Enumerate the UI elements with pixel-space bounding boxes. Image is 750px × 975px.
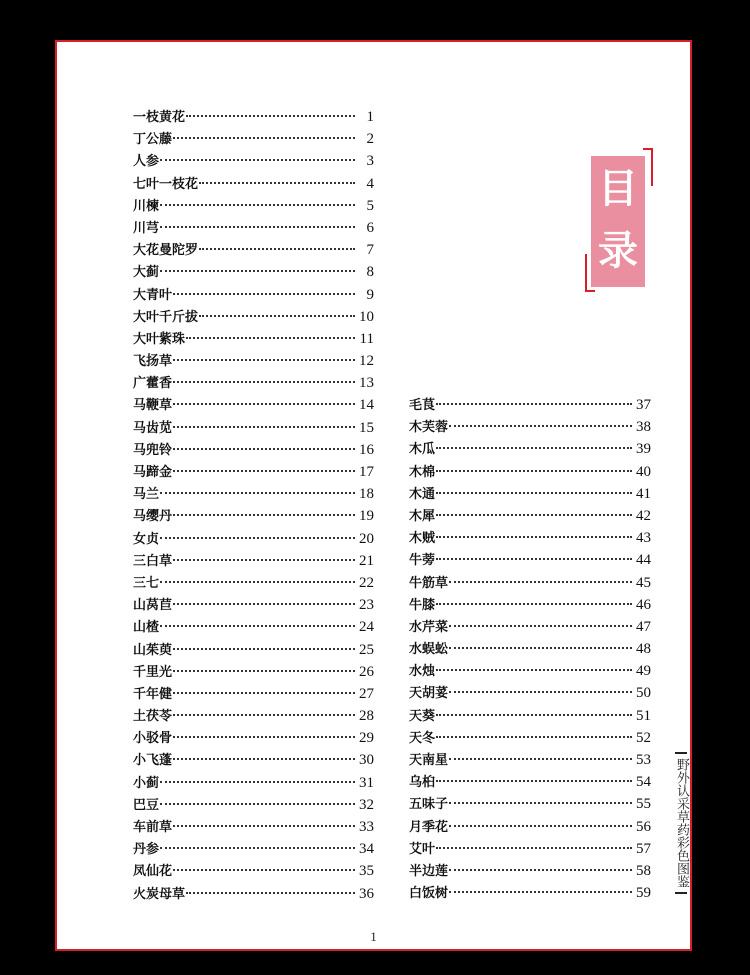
toc-leader-dots [173,293,355,295]
toc-leader-dots [173,137,355,139]
toc-leader-dots [449,647,632,649]
toc-entry-page: 1 [366,109,374,125]
toc-entry [133,217,374,239]
toc-entry-name: 女贞 [133,531,160,547]
toc-entry-page: 34 [359,841,374,858]
toc-leader-dots [436,603,632,605]
toc-entry-name: 水烛 [409,664,436,680]
toc-entry-name: 天葵 [409,708,436,724]
toc-entry-page: 26 [359,663,374,680]
toc-leader-dots [173,403,355,405]
toc-entry [133,461,374,483]
page-number: 1 [370,929,377,944]
toc-entry-page: 14 [359,397,374,414]
toc-entry-name: 小蓟 [133,775,160,791]
toc-entry [133,572,374,594]
title-char-1: 目 [598,165,638,212]
toc-entry-name: 三七 [133,575,160,591]
toc-entry-page: 20 [359,530,374,547]
toc-entry [409,682,651,704]
toc-entry [133,350,374,372]
toc-entry-name: 丹参 [133,842,160,858]
toc-entry-name: 木贼 [409,531,436,547]
toc-leader-dots [186,115,355,117]
toc-entry [133,195,374,217]
toc-entry-name: 木瓜 [409,442,436,458]
toc-entry-name: 乌桕 [409,775,436,791]
toc-entry-name: 大叶紫珠 [133,331,186,347]
toc-leader-dots [449,425,632,427]
toc-entry [409,860,651,882]
toc-leader-dots [436,780,632,782]
toc-leader-dots [173,603,355,605]
toc-entry-name: 七叶一枝花 [133,176,199,192]
toc-entry-name: 艾叶 [409,841,436,857]
toc-entry-page: 19 [359,508,374,525]
toc-entry [409,882,651,904]
toc-entry [133,173,374,195]
toc-entry [133,860,374,882]
toc-leader-dots [160,847,355,849]
toc-leader-dots [436,470,632,472]
toc-entry [133,128,374,150]
toc-entry [133,772,374,794]
toc-leader-dots [160,803,355,805]
toc-leader-dots [160,159,355,161]
toc-leader-dots [173,448,355,450]
toc-column-left [133,106,374,905]
toc-entry-page: 51 [636,707,651,724]
toc-leader-dots [173,758,355,760]
toc-entry-page: 40 [636,463,651,480]
toc-entry-page: 42 [636,507,651,524]
toc-entry-name: 水芹菜 [409,619,449,635]
toc-column-right [409,394,651,904]
toc-entry [133,550,374,572]
side-title-rule-top [675,752,687,754]
side-title-rule-bottom [675,892,687,894]
toc-entry-name: 天冬 [409,730,436,746]
toc-entry-name: 巴豆 [133,797,160,813]
toc-entry-page: 12 [359,353,374,370]
toc-entry [133,838,374,860]
toc-leader-dots [436,536,632,538]
toc-entry [409,594,651,616]
toc-entry-page: 16 [359,441,374,458]
toc-entry [133,306,374,328]
toc-entry-page: 27 [359,685,374,702]
toc-entry-name: 木通 [409,486,436,502]
toc-leader-dots [173,648,355,650]
toc-entry-page: 29 [359,730,374,747]
toc-entry-name: 大叶千斤拔 [133,309,199,325]
title-corner-bottom-left [585,254,595,292]
toc-entry-page: 41 [636,485,651,502]
toc-entry [133,505,374,527]
toc-entry [133,705,374,727]
toc-entry-name: 川芎 [133,220,160,236]
toc-leader-dots [160,204,355,206]
toc-entry-name: 毛茛 [409,398,436,413]
toc-entry-name: 天胡荽 [409,686,449,702]
toc-entry [133,483,374,505]
toc-leader-dots [449,891,632,893]
toc-entry-page: 32 [359,796,374,813]
toc-entry-name: 大花曼陀罗 [133,243,199,259]
toc-entry [409,705,651,727]
toc-leader-dots [160,492,355,494]
toc-entry-page: 11 [359,330,374,347]
toc-entry [409,749,651,771]
toc-entry [133,394,374,416]
title-char-2: 录 [598,227,638,274]
toc-entry-page: 33 [359,819,374,835]
toc-entry-page: 35 [359,863,374,880]
toc-entry-name: 丁公藤 [133,132,173,148]
toc-leader-dots [449,758,632,760]
toc-entry-name: 小飞蓬 [133,753,173,769]
side-title-text: 野外认采草药彩色图鉴 [674,758,689,888]
toc-leader-dots [449,691,632,693]
toc-entry [409,438,651,460]
toc-entry-name: 牛膝 [409,597,436,613]
toc-entry-page: 7 [366,242,374,259]
toc-leader-dots [173,381,355,383]
toc-entry-name: 飞扬草 [133,354,173,370]
toc-entry [133,106,374,128]
toc-entry [409,660,651,682]
toc-entry [133,528,374,550]
toc-entry-page: 54 [636,774,651,791]
toc-entry-name: 人参 [133,154,160,170]
toc-entry-page: 21 [359,552,374,569]
toc-leader-dots [436,669,632,671]
toc-entry-name: 水蜈蚣 [409,642,449,658]
toc-leader-dots [160,625,355,627]
toc-leader-dots [173,692,355,694]
toc-entry-page: 2 [366,131,374,148]
toc-entry-page: 18 [359,486,374,503]
toc-entry [133,794,374,816]
toc-entry [409,727,651,749]
toc-entry [409,616,651,638]
toc-entry-page: 5 [366,197,374,214]
toc-entry-name: 牛蒡 [409,553,436,569]
toc-entry-page: 50 [636,685,651,702]
toc-entry [409,416,651,438]
toc-entry-page: 9 [366,286,374,303]
toc-entry-name: 千里光 [133,664,173,680]
toc-entry [409,572,651,594]
toc-entry-name: 三白草 [133,553,173,569]
toc-entry [133,439,374,461]
toc-entry-page: 31 [359,774,374,791]
toc-entry [409,527,651,549]
toc-entry-name: 川楝 [133,198,160,214]
toc-entry-name: 山楂 [133,620,160,636]
toc-entry-name: 马兰 [133,487,160,503]
toc-entry-name: 土茯苓 [133,709,173,725]
toc-entry-page: 59 [636,885,651,902]
toc-entry-page: 13 [359,375,374,392]
toc-entry-page: 30 [359,752,374,769]
toc-leader-dots [173,359,355,361]
toc-entry-page: 28 [359,708,374,725]
toc-entry-page: 22 [359,574,374,591]
toc-entry-page: 4 [366,175,374,192]
toc-entry-page: 36 [359,885,374,902]
toc-entry-page: 39 [636,441,651,458]
toc-leader-dots [173,470,355,472]
toc-leader-dots [160,537,355,539]
toc-entry [133,328,374,350]
toc-entry-name: 木棉 [409,464,436,480]
toc-entry-name: 天南星 [409,753,449,768]
toc-entry-name: 山莴苣 [133,598,173,614]
toc-entry-name: 凤仙花 [133,864,173,880]
toc-entry [409,461,651,483]
toc-leader-dots [436,558,632,560]
book-side-title [671,752,691,912]
toc-entry [133,661,374,683]
toc-entry-page: 17 [359,464,374,480]
toc-entry [409,771,651,793]
toc-entry [409,816,651,838]
toc-leader-dots [436,492,632,494]
toc-leader-dots [436,714,632,716]
toc-entry-page: 6 [366,219,374,236]
toc-entry-name: 火炭母草 [133,886,186,902]
toc-entry-page: 25 [359,641,374,658]
toc-leader-dots [173,714,355,716]
toc-entry-name: 一枝黄花 [133,110,186,125]
toc-entry-page: 47 [636,618,651,635]
toc-entry [409,793,651,815]
toc-entry-name: 山茱萸 [133,642,173,658]
toc-entry [409,505,651,527]
toc-entry-name: 月季花 [409,819,449,835]
toc-leader-dots [173,559,355,561]
toc-entry [409,483,651,505]
toc-leader-dots [186,337,355,339]
toc-entry-name: 马缨丹 [133,509,173,525]
toc-leader-dots [173,869,355,871]
toc-entry [133,816,374,838]
toc-entry [409,394,651,416]
toc-leader-dots [436,447,632,449]
toc-entry-page: 45 [636,574,651,591]
toc-entry-page: 3 [366,153,374,170]
toc-entry-page: 24 [359,619,374,636]
toc-entry [409,838,651,860]
toc-entry-name: 车前草 [133,820,173,835]
toc-entry [133,727,374,749]
toc-entry-name: 马鞭草 [133,398,173,414]
toc-entry [133,372,374,394]
toc-entry-page: 57 [636,840,651,857]
toc-entry-name: 大青叶 [133,287,173,303]
toc-entry [133,261,374,283]
toc-entry-page: 8 [366,264,374,281]
toc-entry-page: 44 [636,552,651,569]
toc-entry-page: 55 [636,796,651,813]
toc-leader-dots [160,226,355,228]
toc-entry-name: 千年健 [133,686,173,702]
toc-leader-dots [436,847,632,849]
toc-leader-dots [449,825,632,827]
toc-entry [133,284,374,306]
toc-entry [133,150,374,172]
toc-entry [133,239,374,261]
toc-entry-name: 木犀 [409,508,436,524]
toc-leader-dots [199,248,355,250]
contents-title [585,148,655,298]
toc-entry [409,549,651,571]
toc-entry-name: 牛筋草 [409,575,449,591]
toc-entry-name: 广藿香 [133,376,173,392]
toc-entry [133,417,374,439]
toc-entry-name: 五味子 [409,797,449,813]
toc-leader-dots [436,736,632,738]
toc-leader-dots [160,270,355,272]
toc-entry [133,749,374,771]
toc-entry [133,639,374,661]
toc-leader-dots [173,736,355,738]
toc-leader-dots [199,315,355,317]
toc-leader-dots [173,825,355,827]
toc-entry-page: 49 [636,663,651,680]
toc-entry-page: 43 [636,530,651,547]
toc-entry [133,594,374,616]
toc-entry-page: 38 [636,419,651,436]
toc-entry-name: 木芙蓉 [409,420,449,436]
toc-leader-dots [199,182,355,184]
toc-leader-dots [436,514,632,516]
toc-leader-dots [449,869,632,871]
toc-entry-name: 马兜铃 [133,442,173,458]
toc-entry [133,683,374,705]
toc-entry-name: 马齿苋 [133,420,173,436]
toc-entry-page: 52 [636,729,651,746]
toc-entry-name: 大蓟 [133,265,160,281]
toc-leader-dots [173,514,355,516]
toc-entry-name: 半边莲 [409,863,449,879]
toc-leader-dots [173,670,355,672]
toc-entry-page: 37 [636,397,651,413]
toc-entry-page: 56 [636,818,651,835]
toc-leader-dots [160,781,355,783]
book-page [55,40,692,951]
toc-entry-page: 53 [636,752,651,768]
toc-leader-dots [449,802,632,804]
toc-leader-dots [160,581,355,583]
toc-leader-dots [186,892,355,894]
toc-entry [409,638,651,660]
toc-leader-dots [449,581,632,583]
toc-entry-page: 15 [359,419,374,436]
toc-leader-dots [449,625,632,627]
toc-entry [133,883,374,905]
toc-entry-page: 48 [636,641,651,658]
toc-entry-page: 58 [636,862,651,879]
toc-entry-name: 白饭树 [409,886,449,902]
toc-entry-name: 马蹄金 [133,465,173,480]
toc-entry-page: 10 [359,308,374,325]
toc-entry-page: 23 [359,597,374,614]
toc-entry-name: 小驳骨 [133,731,173,747]
toc-leader-dots [436,403,632,405]
toc-entry [133,616,374,638]
toc-leader-dots [173,426,355,428]
toc-entry-page: 46 [636,596,651,613]
